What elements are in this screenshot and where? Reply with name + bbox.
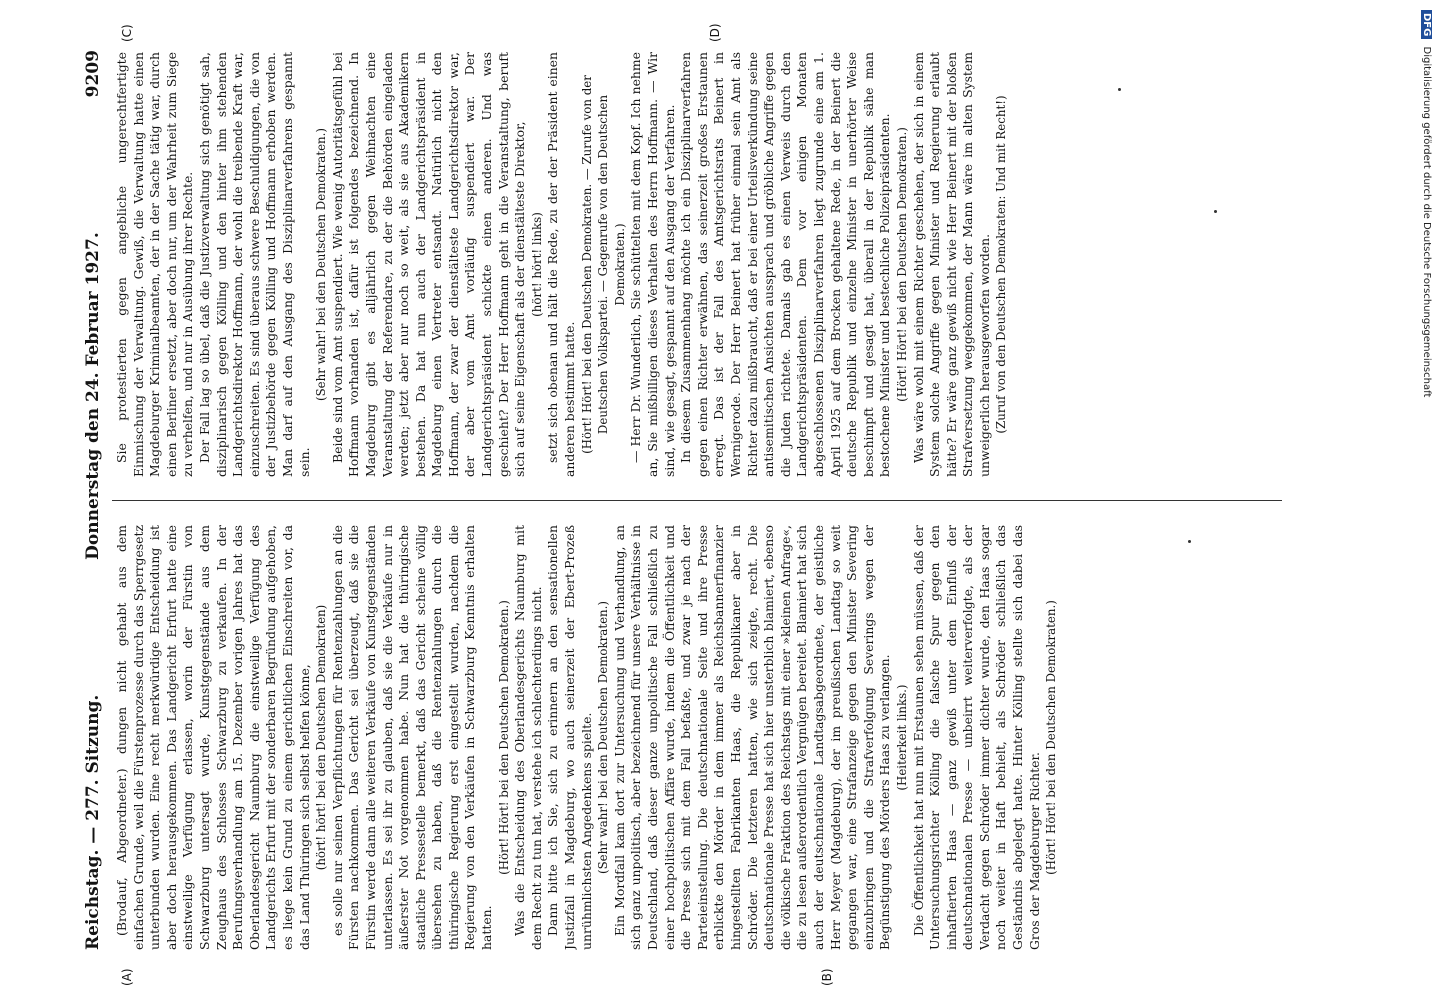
paragraph: setzt sich obenan und hält die Rede, zu der der Präsident einen anderen bestimmt hatte. bbox=[545, 52, 578, 477]
interjection: (Hört! Hört! bei den Deutschen Demokraten.) bbox=[496, 600, 511, 875]
paragraph: (Brodauf, Abgeordneter.) dungen nicht gehabt aus dem einfachen Grunde, weil die Fürstenprozesse durch das Sperrgesetz unterbunden wurden. Eine recht merkwürdige Entscheidung ist aber doch herausgekommen. Das Landgericht Erfurt hatte eine einstweilige Verfügung erlassen, worin der Fürstin von Schwarzburg untersagt wurde, Kunstgegenstände aus dem Zeughaus des Schlosses Schwarzburg zu verkaufen. In der Berufungsverhandlung am 15. Dezember vorigen Jahres hat das Oberlandesgericht Naumburg die einstweilige Verfügung des Landgerichts Erfurt mit der sonderbaren Begründung aufgehoben, es liege kein Grund zu einem gerichtlichen Einschreiten vor, da das Land Thüringen sich selbst helfen könne, bbox=[114, 525, 312, 950]
dfg-logo: DFG bbox=[1421, 10, 1432, 39]
margin-marker-c: (C) bbox=[120, 24, 134, 42]
paragraph: Dann bitte ich Sie, sich zu erinnern an den sensationellen Justizfall in Magdeburg, wo auch seinerzeit der Ebert-Prozeß unrühmlichsten Angedenkens spielte. bbox=[545, 525, 594, 950]
credit-text: Digitalisierung gefördert durch die Deutsche Forschungsgemeinschaft bbox=[1421, 46, 1432, 398]
paragraph: Beide sind vom Amt suspendiert. Wie wenig Autoritätsgefühl bei Hoffmann vorhanden ist, dafür ist folgendes bezeichnend. In Magdeburg gibt es alljährlich gegen Weihnachten eine Veranstaltung der Referendare, zu der die Behörden eingeladen werden; jetzt aber nur noch so weit, als sie aus Akademikern bestehen. Da hat nun auch der Landgerichtspräsident in Magdeburg einen Vertreter entsandt. Natürlich nicht den Hoffmann, der zwar der dienstälteste Landgerichtsdirektor war, der aber vom Amt vorläufig suspendiert war. Der Landgerichtspräsident schickte einen anderen. Und was geschieht? Der Herr Hoffmann geht in die Veranstaltung, beruft sich auf seine Eigenschaft als der dienstälteste Direktor, bbox=[329, 52, 528, 477]
margin-marker-b: (B) bbox=[820, 968, 834, 986]
paragraph: Sie protestierten gegen angebliche ungerechtfertigte Einmischung der Verwaltung. Gewiß, die Verwaltung hatte einen Magdeburger Kriminalbeamten, der in der Sache tätig war, durch einen Berliner ersetzt, aber doch nur, um der Wahrheit zum Siege zu verhelfen, und nur in Ausübung ihrer Rechte. bbox=[114, 52, 196, 477]
header-date: Donnerstag den 24. Februar 1927. bbox=[83, 232, 103, 560]
interjection: (Hört! Hört! bei den Deutschen Demokraten.) bbox=[894, 127, 909, 402]
right-column bbox=[114, 52, 1274, 477]
scan-speck bbox=[1118, 88, 1121, 91]
margin-marker-a: (A) bbox=[120, 968, 134, 986]
paragraph: Die Öffentlichkeit hat nun mit Erstaunen sehen müssen, daß der Untersuchungsrichter Kölling die falsche Spur gegen den inhaftierten Haas — ganz gewiß unter dem Einfluß der deutschnationalen Presse — unbeirrt weiterverfolgte, als der Verdacht gegen Schröder immer dichter wurde, den Haas sogar noch weiter in Haft behielt, als Schröder schließlich das Geständnis abgelegt hatte. Hinter Kölling stellte sich dabei das Gros der Magdeburger Richter. bbox=[910, 525, 1042, 950]
paragraph: Der Fall lag so übel, daß die Justizverwaltung sich genötigt sah, disziplinarisch gegen Kölling und den hinter ihm stehenden Landgerichtsdirektor Hoffmann, der wohl die treibende Kraft war, einzuschreiten. Es sind überaus schwere Beschuldigungen, die von der Justizbehörde gegen Kölling und Hoffmann erhoben werden. Man darf auf den Ausgang des Disziplinarverfahrens gespannt sein. bbox=[196, 52, 312, 477]
header-session: Reichstag. — 277. Sitzung. bbox=[83, 694, 103, 950]
column-divider bbox=[112, 500, 1282, 501]
interjection: (Zuruf von den Deutschen Demokraten: Und mit Recht!) bbox=[994, 95, 1009, 434]
rotated-page bbox=[80, 23, 1305, 986]
interjection: (hört! hört! links) bbox=[529, 212, 544, 317]
paragraph: — Herr Dr. Wunderlich, Sie schüttelten mit dem Kopf. Ich nehme an, Sie mißbilligen dieses Verhalten des Herrn Hoffmann. — Wir sind, wie gesagt, gespannt auf den Ausgang der Verfahren. bbox=[628, 52, 677, 477]
paragraph: Was wäre wohl mit einem Richter geschehen, der sich in einem System solche Angriffe gegen Minister und Regierung erlaubt hätte? Er wäre ganz gewiß nicht wie Herr Beinert mit der bloßen Strafversetzung weggekommen, der Mann wäre im alten System unweigerlich herausgeworfen worden. bbox=[910, 52, 992, 477]
interjection: (Hört! Hört! bei den Deutschen Demokraten. — Zurufe von der Deutschen Volkspartei. — Gegenrufe von den Deutschen Demokraten.) bbox=[579, 75, 627, 454]
paragraph: Ein Mordfall kam dort zur Untersuchung und Verhandlung, an sich ganz unpolitisch, aber bezeichnend für unsere Verhältnisse in Deutschland, daß dieser ganze unpolitische Fall schließlich zu einer hochpolitischen Affäre wurde, indem die Öffentlichkeit und die Presse sich mit dem Fall befaßte, und zwar je nach der Parteieinstellung. Die deutschnationale Seite und ihre Presse erblickte den Mörder in dem immer als Reichsbannerfinanzier hingestellten Fabrikanten Haas, die Republikaner aber in Schröder. Die letzteren hatten, wie sich zeigte, recht. Die deutschnationale Presse hat sich hier unsterblich blamiert, ebenso die völkische Fraktion des Reichstags mit einer »kleinen Anfrage«, die zu lesen außerordentlich Vergnügen bereitet. Blamiert hat sich auch der deutschnationale Landtagsabgeordnete, der geistliche Herr Meyer (Magdeburg), der im preußischen Landtag so weit gegangen war, eine Strafanzeige gegen den Minister Severing einzubringen und die Strafverfolgung Severings wegen der Begünstigung des Mörders Haas zu verlangen. bbox=[611, 525, 893, 950]
margin-marker-d: (D) bbox=[708, 23, 722, 42]
interjection: (Heiterkeit links.) bbox=[894, 684, 909, 791]
page-number: 9209 bbox=[83, 50, 103, 98]
page-header bbox=[80, 50, 106, 950]
scan-speck bbox=[1188, 540, 1191, 543]
paragraph: es solle nur seinen Verpflichtungen für Rentenzahlungen an die Fürsten nachkommen. Das Gericht sei überzeugt, daß sie die Fürstin werde dann alle weiteren Verkäufe von Kunstgegenständen unterlassen. Es sei ihr zu glauben, daß sie die Verkäufe nur in äußerster Not vorgenommen habe. Nun hat die thüringische staatliche Pressestelle bemerkt, daß das Gericht scheine völlig übersehen zu haben, daß die Rentenzahlungen durch die thüringische Regierung erst eingestellt wurden, nachdem die Regierung von den Verkäufen in Schwarzburg Kenntnis erhalten hatten. bbox=[329, 525, 495, 950]
interjection: (Sehr wahr! bei den Deutschen Demokraten.) bbox=[596, 600, 611, 875]
interjection: (Hört! Hört! bei den Deutschen Demokraten.) bbox=[1044, 600, 1059, 875]
scan-speck bbox=[1214, 210, 1217, 213]
interjection: (hört! hört! bei den Deutschen Demokraten) bbox=[314, 604, 329, 871]
left-column bbox=[114, 525, 1274, 950]
interjection: (Sehr wahr! bei den Deutschen Demokraten.) bbox=[314, 127, 329, 402]
digitization-credit bbox=[1418, 10, 1432, 770]
paragraph: Was die Entscheidung des Oberlandesgerichts Naumburg mit dem Recht zu tun hat, verstehe ich schlechterdings nicht. bbox=[512, 525, 544, 950]
paragraph: In diesem Zusammenhang möchte ich ein Disziplinarverfahren gegen einen Richter erwähnen, das seinerzeit großes Erstaunen erregt. Das ist der Fall des Amtsgerichtsrats Beinert in Wernigerode. Der Herr Beinert hat früher einmal sein Amt als Richter dazu mißbraucht, daß er bei einer Urteilsverkündung seine antisemitischen Ansichten aussprach und gröbliche Angriffe gegen die Juden richtete. Damals gab es einen Verweis durch den Landgerichtspräsidenten. Dem vor einigen Monaten abgeschlossenen Disziplinarverfahren liegt zugrunde eine am 1. April 1925 auf dem Brocken gehaltene Rede, in der Beinert die deutsche Republik und einzelne Minister in unerhörter Weise beschimpft und gesagt hat, überall in der Republik sähe man bestochene Minister und bestechliche Polizeipräsidenten. bbox=[678, 52, 893, 477]
